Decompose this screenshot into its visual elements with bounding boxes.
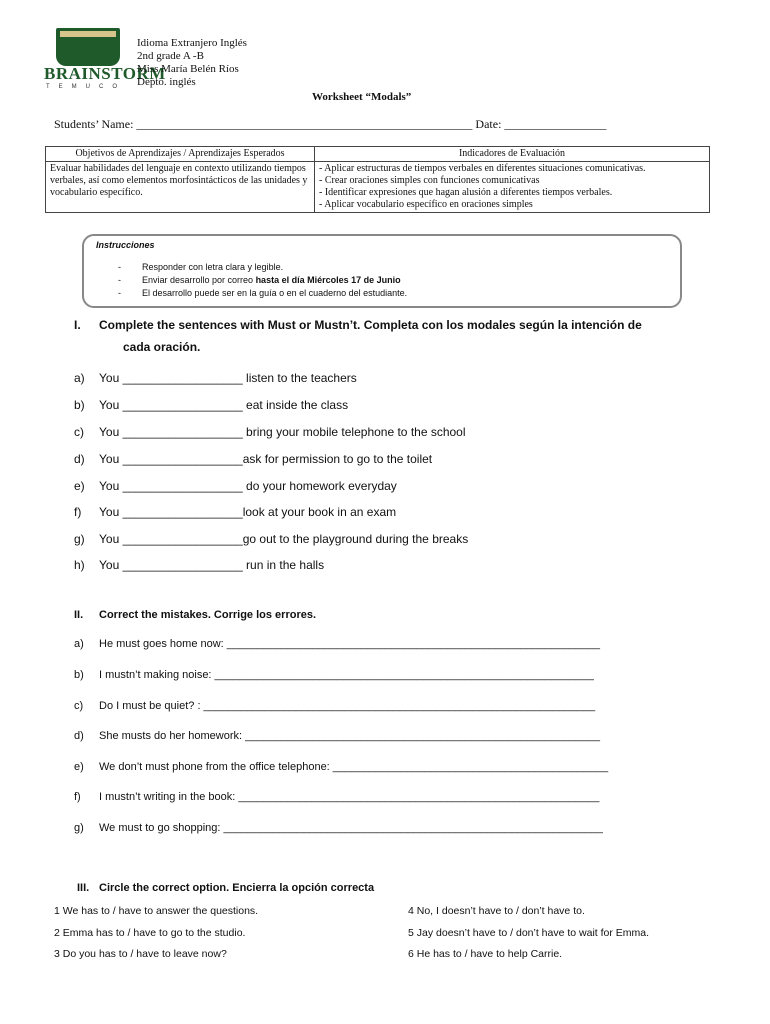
logo-text: BRAINSTORM (44, 64, 166, 83)
s1-letter: a) (74, 371, 85, 385)
s2-letter: c) (74, 700, 84, 712)
bullet-dash: - (118, 262, 121, 272)
section-1-title: Complete the sentences with Must or Mustn’t. Completa con los modales según la intención de (99, 318, 642, 332)
s1-letter: c) (74, 425, 84, 439)
school-logo-band (60, 31, 116, 37)
option-item[interactable]: 6 He has to / have to help Carrie. (408, 948, 563, 960)
indicator-line: - Identificar expresiones que hagan alusión a diferentes tiempos verbales. (319, 187, 613, 198)
option-item[interactable]: 5 Jay doesn’t have to / don’t have to wait for Emma. (408, 927, 650, 939)
s1-sentence[interactable]: You __________________ listen to the teachers (99, 371, 357, 385)
s2-sentence[interactable]: Do I must be quiet? : ________________________________________________________________ (99, 700, 596, 712)
header-grade: 2nd grade A -B (137, 50, 204, 62)
s2-sentence[interactable]: We must to go shopping: ______________________________________________________________ (99, 822, 603, 834)
s1-sentence[interactable]: You __________________ do your homework everyday (99, 479, 397, 493)
option-item[interactable]: 1 We has to / have to answer the questions. (54, 905, 259, 917)
bullet-dash: - (118, 288, 121, 298)
s1-sentence[interactable]: You __________________go out to the playground during the breaks (99, 532, 469, 546)
instructions-title: Instrucciones (96, 240, 155, 250)
s2-letter: b) (74, 669, 84, 681)
instruction-item: El desarrollo puede ser en la guía o en el cuaderno del estudiante. (142, 288, 408, 298)
instruction-item: Enviar desarrollo por correo hasta el día Miércoles 17 de Junio (142, 275, 401, 285)
section-3-title: Circle the correct option. Encierra la opción correcta (99, 882, 375, 894)
s1-letter: b) (74, 398, 85, 412)
header-dept: Depto. inglés (137, 76, 196, 88)
section-1-number: I. (74, 318, 81, 332)
option-item[interactable]: 2 Emma has to / have to go to the studio. (54, 927, 246, 939)
section-2-title: Correct the mistakes. Corrige los errores. (99, 609, 317, 621)
s2-sentence[interactable]: He must goes home now: _____________________________________________________________ (99, 638, 600, 650)
objectives-table (45, 146, 710, 213)
indicator-line: - Aplicar estructuras de tiempos verbales en diferentes situaciones comunicativas. (319, 163, 646, 174)
s2-letter: g) (74, 822, 84, 834)
instruction-item: Responder con letra clara y legible. (142, 262, 284, 272)
s2-letter: f) (74, 791, 81, 803)
s1-sentence[interactable]: You __________________ bring your mobile telephone to the school (99, 425, 466, 439)
s2-letter: d) (74, 730, 84, 742)
option-item[interactable]: 3 Do you has to / have to leave now? (54, 948, 227, 960)
s2-letter: a) (74, 638, 84, 650)
s1-sentence[interactable]: You __________________ eat inside the class (99, 398, 349, 412)
indicators-body (315, 162, 710, 213)
s1-letter: e) (74, 479, 85, 493)
s1-sentence[interactable]: You __________________ask for permission to go to the toilet (99, 452, 433, 466)
s2-sentence[interactable]: I mustn’t making noise: ______________________________________________________________ (99, 669, 594, 681)
s2-sentence[interactable]: She musts do her homework: __________________________________________________________ (99, 730, 600, 742)
section-1-title-cont: cada oración. (123, 340, 201, 354)
indicator-line: - Aplicar vocabulario específico en oraciones simples (319, 199, 533, 210)
s2-letter: e) (74, 761, 84, 773)
s2-sentence[interactable]: I mustn’t writing in the book: ___________________________________________________________ (99, 791, 600, 803)
bullet-dash: - (118, 275, 121, 285)
section-3-number: III. (77, 882, 90, 894)
worksheet-title: Worksheet “Modals” (312, 91, 412, 103)
logo-subtext: TEMUCO (46, 84, 126, 90)
s1-letter: d) (74, 452, 85, 466)
s1-sentence[interactable]: You __________________ run in the halls (99, 558, 325, 572)
header-teacher: Miss María Belén Ríos (137, 63, 239, 75)
student-name-date-line[interactable]: Students’ Name: ________________________________________________________ Date: _________________ (54, 117, 607, 131)
objectives-body: Evaluar habilidades del lenguaje en contexto utilizando tiempos verbales, así como elementos morfosintácticos de las unidades y vocabulario específico. (46, 162, 315, 213)
section-2-number: II. (74, 609, 84, 621)
header-subject: Idioma Extranjero Inglés (137, 37, 247, 49)
objectives-header: Objetivos de Aprendizajes / Aprendizajes Esperados (46, 147, 315, 162)
s1-letter: f) (74, 505, 82, 519)
s1-sentence[interactable]: You __________________look at your book in an exam (99, 505, 397, 519)
s2-sentence[interactable]: We don’t must phone from the office telephone: _____________________________________________ (99, 761, 609, 773)
s1-letter: g) (74, 532, 85, 546)
s1-letter: h) (74, 558, 85, 572)
option-item[interactable]: 4 No, I doesn’t have to / don’t have to. (408, 905, 585, 917)
indicator-line: - Crear oraciones simples con funciones comunicativas (319, 175, 540, 186)
indicators-header: Indicadores de Evaluación (315, 147, 710, 162)
